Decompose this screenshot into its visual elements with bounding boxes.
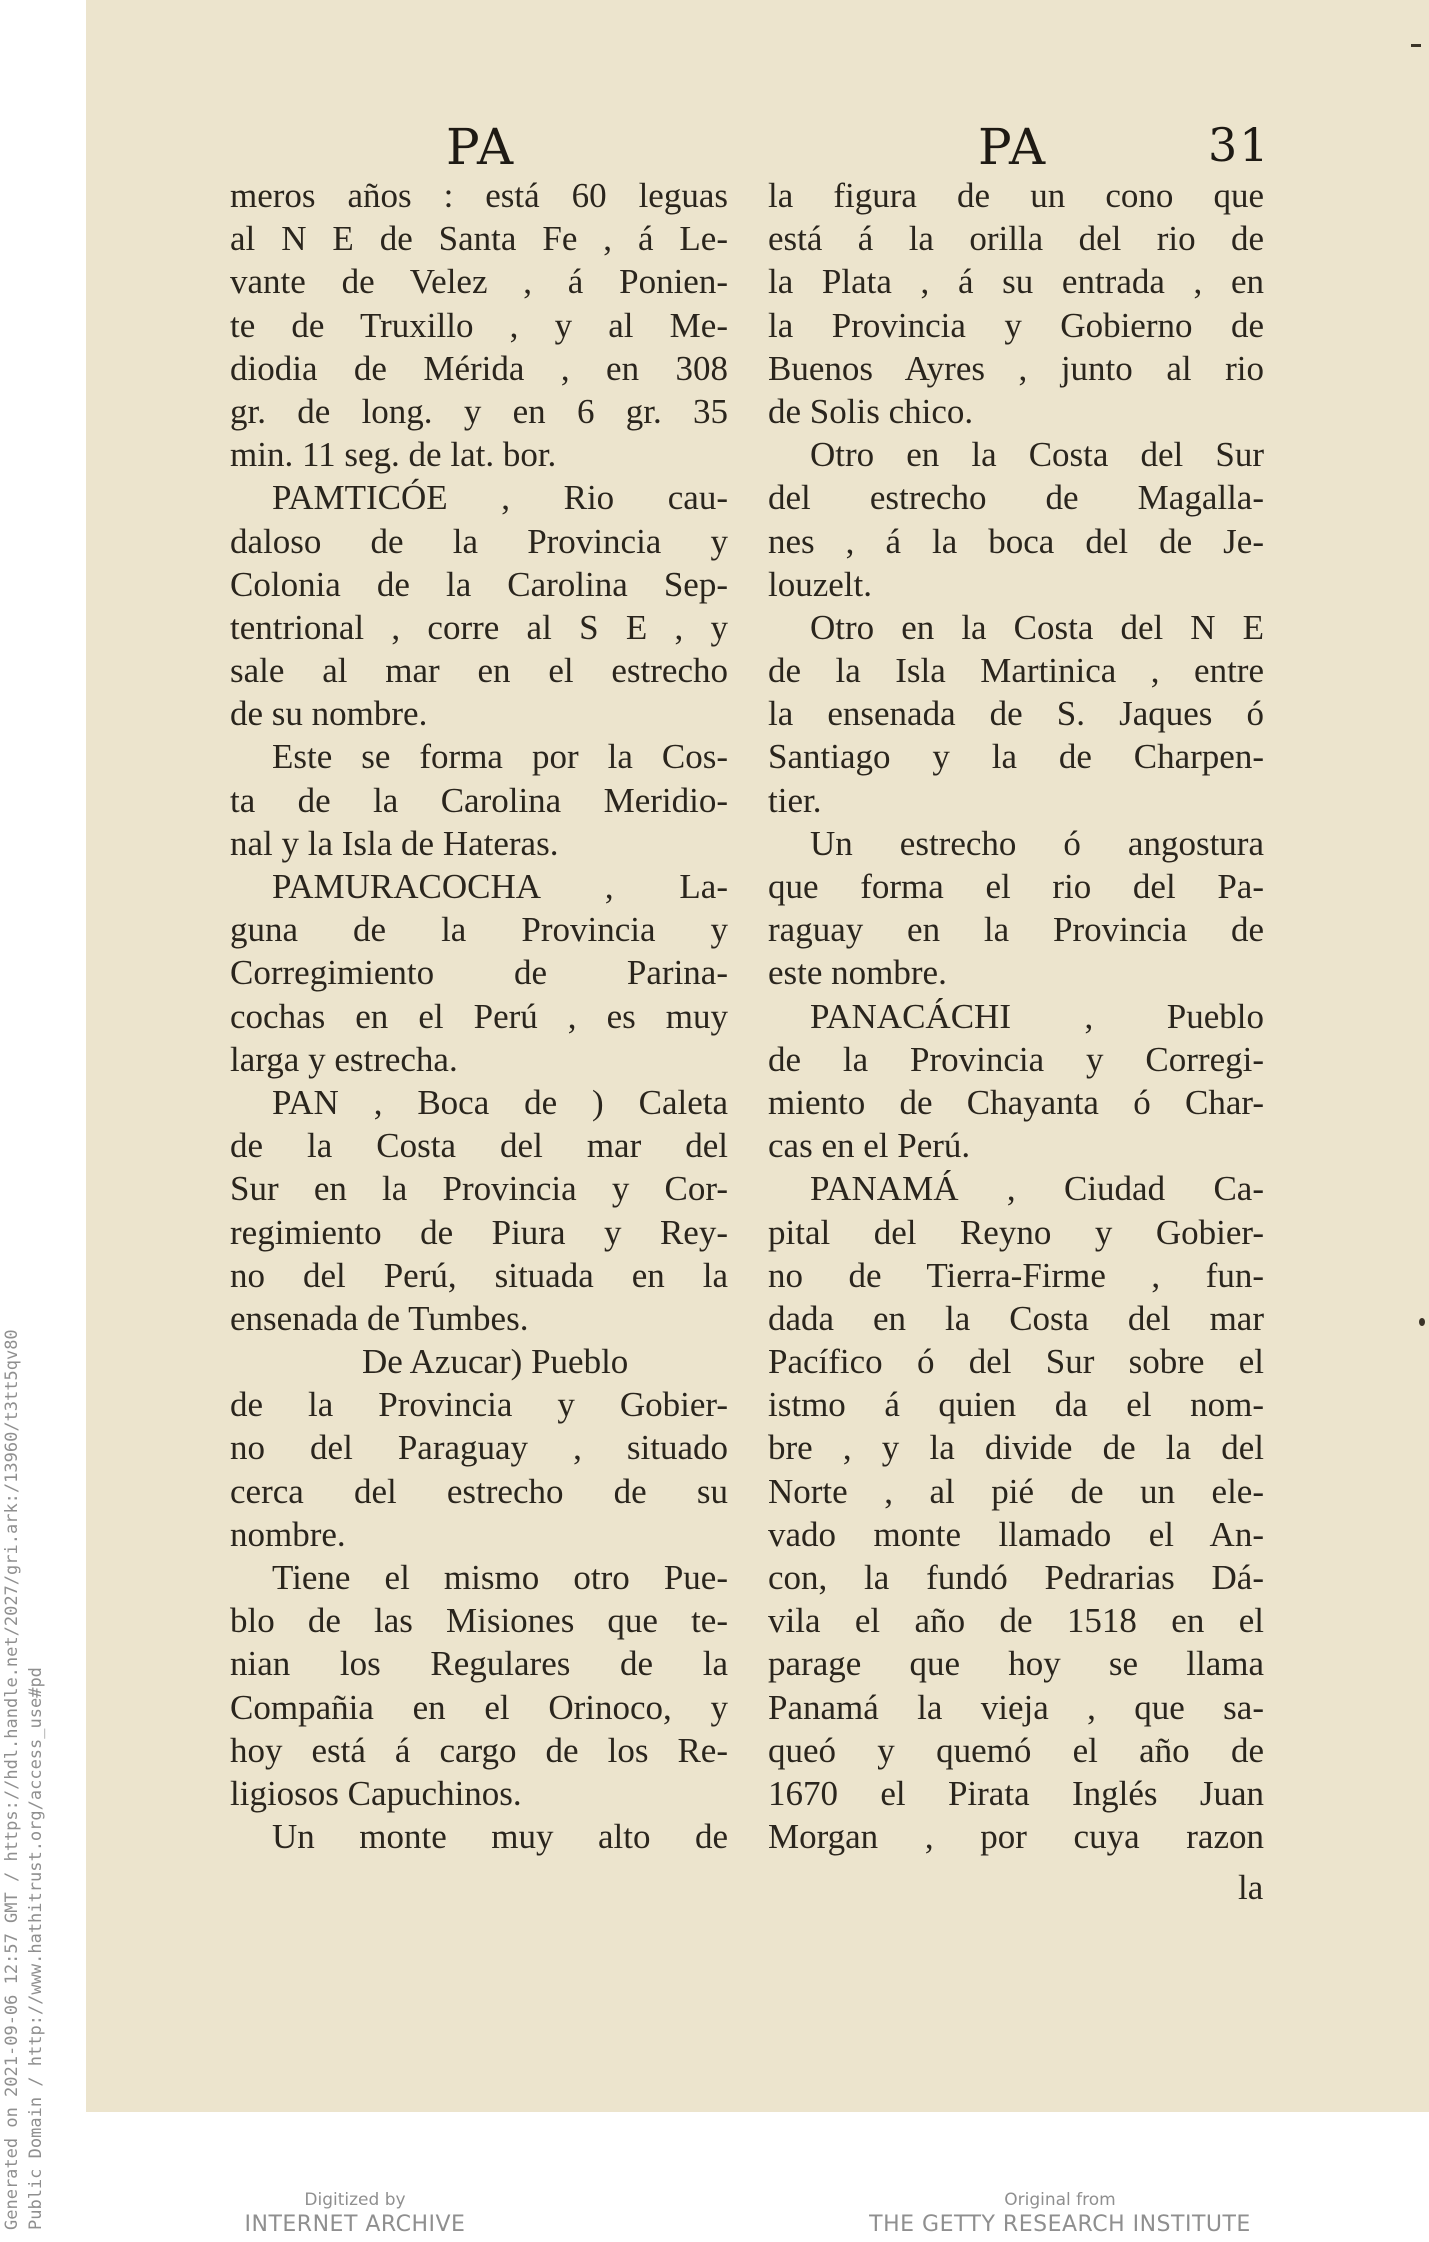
text-line: ligiosos Capuchinos. <box>230 1773 522 1813</box>
text-line: no de Tierra-Firme , fun- <box>768 1255 1264 1295</box>
running-head-right: PA <box>978 118 1048 176</box>
text-line: la Provincia y Gobierno de <box>768 305 1264 345</box>
text-line: te de Truxillo , y al Me- <box>230 305 728 345</box>
text-line: hoy está á cargo de los Re- <box>230 1730 728 1770</box>
text-line: al N E de Santa Fe , á Le- <box>230 219 728 259</box>
text-line: blo de las Misiones que te- <box>230 1601 728 1641</box>
text-line: gr. de long. y en 6 gr. 35 <box>230 391 728 431</box>
text-line: meros años : está 60 leguas <box>230 176 728 215</box>
text-line: este nombre. <box>768 953 947 993</box>
text-line: con, la fundó Pedrarias Dá- <box>768 1558 1264 1597</box>
text-line: de la Isla Martinica , entre <box>768 651 1264 691</box>
text-line: cerca del estrecho de su <box>230 1471 728 1511</box>
text-line: istmo á quien da el nom- <box>768 1385 1264 1425</box>
text-line: cochas en el Perú , es muy <box>230 996 728 1036</box>
digitized-by-label: Digitized by <box>304 2190 406 2210</box>
text-line: queó y quemó el año de <box>768 1730 1264 1770</box>
text-line: de la Costa del mar del <box>230 1126 728 1166</box>
text-line: no del Paraguay , situado <box>230 1428 728 1468</box>
page-edge-speck <box>1419 1318 1425 1326</box>
digitized-by-credit <box>230 2190 480 2237</box>
text-line: diodia de Mérida , en 308 <box>230 348 728 388</box>
text-line: larga y estrecha. <box>230 1039 458 1079</box>
text-line: PAN , Boca de ) Caleta <box>272 1082 728 1122</box>
hathitrust-generated-note <box>0 1329 48 2242</box>
text-line: sale al mar en el estrecho <box>230 651 728 691</box>
text-line: la figura de un cono que <box>768 176 1264 215</box>
text-line: vila el año de 1518 en el <box>768 1601 1264 1641</box>
text-line: tentrional , corre al S E , y <box>230 607 728 647</box>
text-line: dada en la Costa del mar <box>768 1298 1264 1338</box>
text-line: Otro en la Costa del N E <box>810 607 1264 647</box>
text-line: Buenos Ayres , junto al rio <box>768 348 1264 388</box>
page-speck <box>1411 44 1421 47</box>
text-line: Morgan , por cuya razon <box>768 1817 1264 1857</box>
text-column-right <box>768 174 1264 1858</box>
text-line: Tiene el mismo otro Pue- <box>272 1558 728 1597</box>
text-line: guna de la Provincia y <box>230 910 728 950</box>
text-line: vado monte llamado el An- <box>768 1514 1264 1554</box>
text-line: Un monte muy alto de <box>272 1817 728 1857</box>
text-line: vante de Velez , á Ponien- <box>230 262 728 302</box>
text-line: de su nombre. <box>230 694 428 734</box>
text-line: nombre. <box>230 1514 346 1554</box>
text-line: Panamá la vieja , que sa- <box>768 1687 1264 1727</box>
text-line: Norte , al pié de un ele- <box>768 1471 1264 1511</box>
text-line: raguay en la Provincia de <box>768 910 1264 950</box>
text-line: la ensenada de S. Jaques ó <box>768 694 1264 734</box>
text-line: Compañia en el Orinoco, y <box>230 1687 728 1727</box>
text-line: Colonia de la Carolina Sep- <box>230 564 728 604</box>
public-domain-line: Public Domain / http://www.hathitrust.org/access_use#pd <box>26 1667 46 2230</box>
text-line: Pacífico ó del Sur sobre el <box>768 1342 1264 1382</box>
text-line: tier. <box>768 780 822 820</box>
original-from-label: Original from <box>1004 2190 1116 2210</box>
text-line: miento de Chayanta ó Char- <box>768 1082 1264 1122</box>
text-line: regimiento de Piura y Rey- <box>230 1212 728 1252</box>
text-line: PANACÁCHI , Pueblo <box>810 996 1264 1036</box>
text-line: Este se forma por la Cos- <box>272 737 728 777</box>
text-line: de la Provincia y Gobier- <box>230 1385 728 1425</box>
internet-archive-label: INTERNET ARCHIVE <box>244 2212 466 2237</box>
text-line: 1670 el Pirata Inglés Juan <box>768 1773 1264 1813</box>
text-line: PANAMÁ , Ciudad Ca- <box>810 1169 1264 1209</box>
text-line: PAMTICÓE , Rio cau- <box>272 478 728 518</box>
text-line: PAMURACOCHA , La- <box>272 867 728 906</box>
text-line: la Plata , á su entrada , en <box>768 262 1264 302</box>
text-line: ta de la Carolina Meridio- <box>230 780 728 820</box>
text-line: parage que hoy se llama <box>768 1644 1264 1684</box>
text-line: De Azucar) Pueblo <box>362 1342 629 1382</box>
text-line: cas en el Perú. <box>768 1126 971 1166</box>
text-line: nian los Regulares de la <box>230 1644 728 1684</box>
text-line: daloso de la Provincia y <box>230 521 728 561</box>
text-line: Corregimiento de Parina- <box>230 953 728 993</box>
text-line: de la Provincia y Corregi- <box>768 1039 1264 1079</box>
text-line: min. 11 seg. de lat. bor. <box>230 435 557 475</box>
text-line: nes , á la boca del de Je- <box>768 521 1264 561</box>
page-number: 31 <box>1208 118 1271 172</box>
text-line: bre , y la divide de la del <box>768 1428 1264 1468</box>
running-head-left: PA <box>446 118 516 176</box>
text-column-left <box>230 174 728 1858</box>
generated-line: Generated on 2021-09-06 12:57 GMT / https://hdl.handle.net/2027/gri.ark:/13960/t3tt5qv80 <box>2 1329 22 2230</box>
original-from-credit <box>860 2190 1260 2237</box>
text-line: de Solis chico. <box>768 391 974 431</box>
text-line: nal y la Isla de Hateras. <box>230 823 559 863</box>
text-line: que forma el rio del Pa- <box>768 867 1264 906</box>
text-line: ensenada de Tumbes. <box>230 1298 529 1338</box>
text-line: Santiago y la de Charpen- <box>768 737 1264 777</box>
text-line: del estrecho de Magalla- <box>768 478 1264 518</box>
text-line: Un estrecho ó angostura <box>810 823 1264 863</box>
text-line: Otro en la Costa del Sur <box>810 435 1264 475</box>
text-line: Sur en la Provincia y Cor- <box>230 1169 728 1209</box>
text-line: pital del Reyno y Gobier- <box>768 1212 1264 1252</box>
text-line: no del Perú, situada en la <box>230 1255 728 1295</box>
catchword: la <box>1238 1868 1264 1907</box>
text-line: está á la orilla del rio de <box>768 219 1264 259</box>
text-line: louzelt. <box>768 564 872 604</box>
getty-label: THE GETTY RESEARCH INSTITUTE <box>869 2212 1251 2237</box>
